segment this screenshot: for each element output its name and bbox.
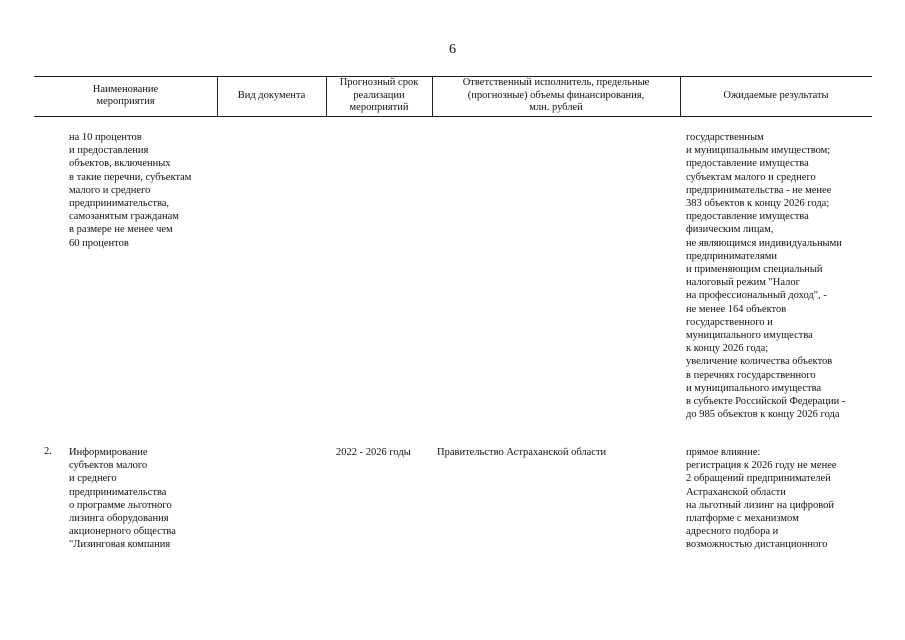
row-results: прямое влияние: регистрация к 2026 году не менее 2 обращений предпринимателей Астраханской области на льготный лизинг на цифровой платформе с механизмом адресного подбора и возможностью дистанционного	[686, 447, 837, 551]
row-number: 2.	[44, 446, 52, 457]
row-executor: Правительство Астраханской области	[437, 447, 607, 458]
header-name: Наименование мероприятия	[92, 83, 159, 107]
header-results: Ожидаемые результаты	[723, 89, 829, 101]
header-doc-type: Вид документа	[237, 89, 306, 101]
row-name: Информирование субъектов малого и среднего предпринимательства о программе льготного лизинга оборудования акционерного общества "Лизинговая компания	[69, 447, 176, 551]
header-term: Прогнозный срок реализации мероприятий	[339, 77, 419, 114]
header-executor: Ответственный исполнитель, предельные (прогнозные) объемы финансирования, млн. рублей	[462, 77, 650, 114]
row-term: 2022 - 2026 годы	[336, 447, 411, 458]
page-number: 6	[449, 42, 456, 57]
header-bottom-rule	[34, 116, 872, 117]
row-results: государственным и муниципальным имуществом; предоставление имущества субъектам малого и среднего предпринимательства - не менее 383 объектов к концу 2026 года; предоставление имущества физическим лицам, не являющимся индивидуальными предпринимателями и применяющим специальный налоговый режим "Налог на профессиональный доход", - не менее 164 объектов государственного и муниципального имущества к концу 2026 года; увеличение количества объектов в перечнях государственного и муниципального имущества в субъекте Российской Федерации - до 985 объектов к концу 2026 года	[686, 132, 846, 421]
row-name: на 10 процентов и предоставления объектов, включенных в такие перечни, субъектам малого и среднего предпринимательства, самозанятым гражданам в размере не менее чем 60 процентов	[69, 132, 192, 249]
